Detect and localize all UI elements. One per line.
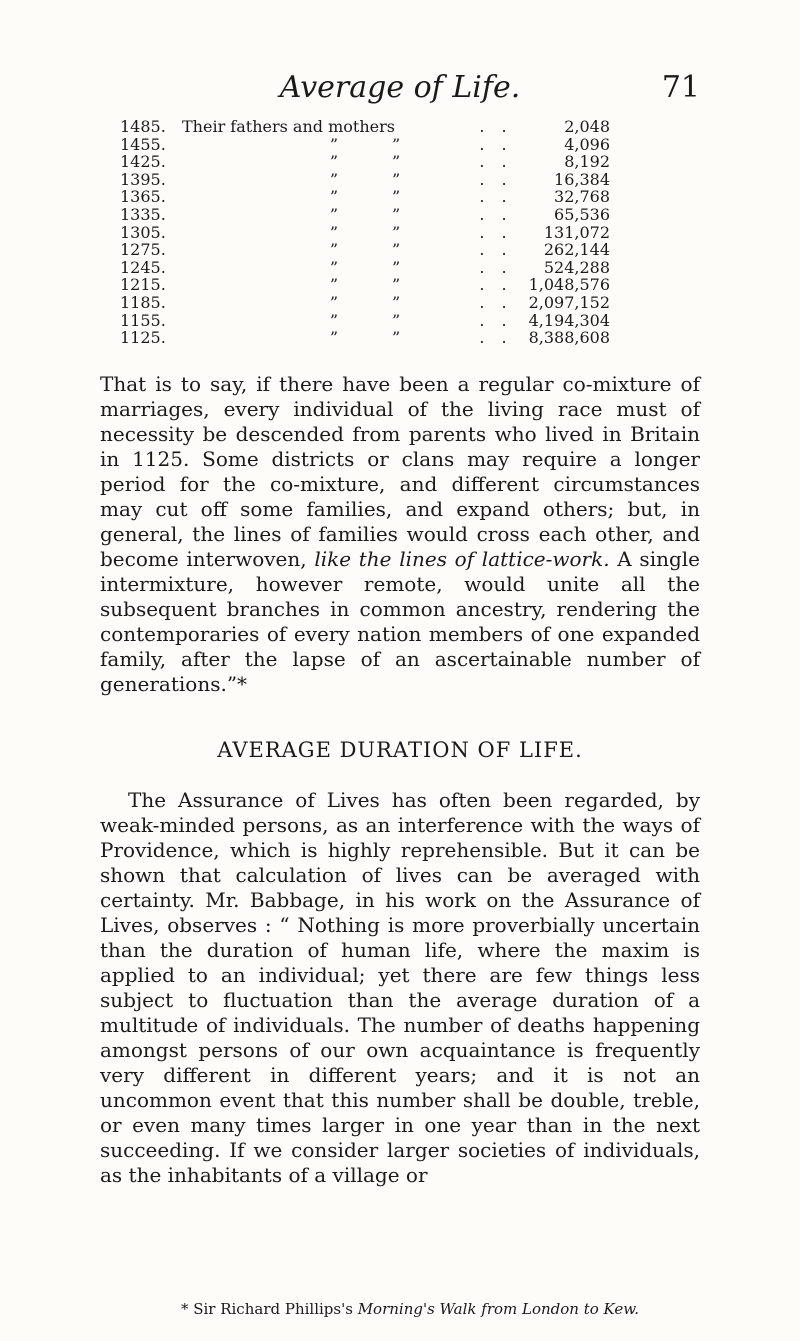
- ditto-mark: ”: [329, 310, 339, 330]
- paragraph-lattice-text-2: A single intermixture, however remote, would unite all the subsequent branches in common ancestry, rendering the contemporaries of every nation members of one expanded family, after the lapse of an ascertainable number of generations.”*: [100, 547, 700, 696]
- ditto-mark: ”: [329, 222, 339, 242]
- paragraph-lattice-text-1: That is to say, if there have been a regular co-mixture of marriages, every individual of the living race must of necessity be descended from parents who lived in Britain in 1125. Some districts or clans may require a longer period for the co-mixture, and different circumstances may cut off some families, and expand others; but, in general, the lines of families would cross each other, and become interwoven,: [100, 372, 700, 571]
- ditto-mark: ”: [392, 169, 401, 189]
- table-year: 1305.: [120, 222, 166, 242]
- table-count: 8,388,608: [528, 328, 610, 348]
- table-year: 1425.: [120, 152, 166, 172]
- ditto-mark: ”: [329, 257, 339, 277]
- ditto-mark: ”: [392, 328, 401, 348]
- leader-dots: . .: [479, 292, 513, 312]
- table-count: 65,536: [554, 204, 610, 224]
- table-row: [120, 136, 610, 154]
- table-row: [120, 276, 610, 294]
- table-row: [120, 153, 610, 171]
- paragraph-lattice-italic: like the lines of lattice-work.: [314, 547, 610, 571]
- ditto-mark: ”: [392, 204, 401, 224]
- table-label-blank: [176, 206, 294, 224]
- paragraph-assurance: The Assurance of Lives has often been regarded, by weak-minded persons, as an interference with the ways of Providence, which is highly reprehensible. But it can be shown that calculation of lives can be averaged with certainty. Mr. Babbage, in his work on the Assurance of Lives, observes : “ Nothing is more proverbially uncertain than the duration of human life, where the maxim is applied to an individual; yet there are few things less subject to fluctuation than the average duration of a multitude of individuals. The number of deaths happening amongst persons of our own acquaintance is frequently very different in different years; and it is not an uncommon event that this number shall be double, treble, or even many times larger in one year than in the next succeeding. If we consider larger societies of individuals, as the inhabitants of a village or: [100, 788, 700, 1187]
- footnote-prefix: * Sir Richard Phillips's: [180, 1300, 358, 1318]
- footnote-italic: Morning's Walk from London to Kew.: [357, 1300, 640, 1318]
- table-count: 2,097,152: [528, 292, 610, 312]
- ditto-mark: ”: [329, 204, 339, 224]
- table-label-blank: [176, 241, 294, 259]
- table-label-blank: [176, 259, 294, 277]
- table-count: 524,288: [543, 257, 610, 277]
- page-number: 71: [661, 70, 700, 105]
- table-label-blank: [176, 153, 294, 171]
- ditto-mark: ”: [392, 134, 401, 154]
- table-row: [120, 224, 610, 242]
- table-year: 1125.: [120, 328, 166, 348]
- leader-dots: . .: [479, 117, 513, 136]
- table-label-blank: [176, 188, 294, 206]
- running-head: [0, 70, 800, 110]
- table-row: [120, 312, 610, 330]
- table-year: 1485.: [120, 117, 166, 136]
- table-count: 4,096: [564, 134, 610, 154]
- ditto-mark: ”: [329, 152, 339, 172]
- table-label-blank: [176, 294, 294, 312]
- ditto-mark: ”: [329, 169, 339, 189]
- table-year: 1455.: [120, 134, 166, 154]
- table-row: [120, 206, 610, 224]
- running-title: Average of Life.: [279, 70, 521, 105]
- table-label-blank: [176, 224, 294, 242]
- leader-dots: . .: [479, 134, 513, 154]
- table-label: Their fathers and mothers: [182, 117, 395, 136]
- table-row: [120, 294, 610, 312]
- table-row: [120, 241, 610, 259]
- leader-dots: . .: [479, 187, 513, 207]
- table-label-blank: [176, 276, 294, 294]
- ditto-mark: ”: [392, 275, 401, 295]
- table-year: 1365.: [120, 187, 166, 207]
- leader-dots: . .: [479, 275, 513, 295]
- ditto-mark: ”: [329, 328, 339, 348]
- ancestors-table: [120, 118, 610, 347]
- table-count: 16,384: [554, 169, 610, 189]
- table-year: 1215.: [120, 275, 166, 295]
- table-label-blank: [176, 171, 294, 189]
- table-year: 1245.: [120, 257, 166, 277]
- table-count: 2,048: [564, 117, 610, 136]
- table-year: 1335.: [120, 204, 166, 224]
- ditto-mark: ”: [329, 275, 339, 295]
- table-row: [120, 171, 610, 189]
- ditto-mark: ”: [392, 257, 401, 277]
- table-year: 1275.: [120, 240, 166, 260]
- table-count: 4,194,304: [528, 310, 610, 330]
- table-row: [120, 259, 610, 277]
- table-row: [120, 329, 610, 347]
- leader-dots: . .: [479, 240, 513, 260]
- table-row: [120, 118, 610, 136]
- leader-dots: . .: [479, 328, 513, 348]
- ditto-mark: ”: [392, 240, 401, 260]
- table-label-blank: [176, 312, 294, 330]
- table-count: 8,192: [564, 152, 610, 172]
- leader-dots: . .: [479, 310, 513, 330]
- table-count: 131,072: [543, 222, 610, 242]
- ditto-mark: ”: [392, 222, 401, 242]
- section-heading: AVERAGE DURATION OF LIFE.: [217, 738, 583, 762]
- paragraph-lattice: [100, 372, 700, 697]
- table-year: 1185.: [120, 292, 166, 312]
- table-label-blank: [176, 329, 294, 347]
- ditto-mark: ”: [329, 292, 339, 312]
- leader-dots: . .: [479, 204, 513, 224]
- leader-dots: . .: [479, 169, 513, 189]
- table-year: 1395.: [120, 169, 166, 189]
- table-count: 262,144: [543, 240, 610, 260]
- table-row: [120, 188, 610, 206]
- leader-dots: . .: [479, 222, 513, 242]
- footnote: [100, 1300, 720, 1318]
- ditto-mark: ”: [392, 152, 401, 172]
- table-count: 1,048,576: [528, 275, 610, 295]
- table-count: 32,768: [554, 187, 610, 207]
- ditto-mark: ”: [329, 240, 339, 260]
- ditto-mark: ”: [392, 187, 401, 207]
- leader-dots: . .: [479, 152, 513, 172]
- table-year: 1155.: [120, 310, 166, 330]
- ditto-mark: ”: [392, 292, 401, 312]
- leader-dots: . .: [479, 257, 513, 277]
- ditto-mark: ”: [392, 310, 401, 330]
- ditto-mark: ”: [329, 187, 339, 207]
- table-label-blank: [176, 136, 294, 154]
- ditto-mark: ”: [329, 134, 339, 154]
